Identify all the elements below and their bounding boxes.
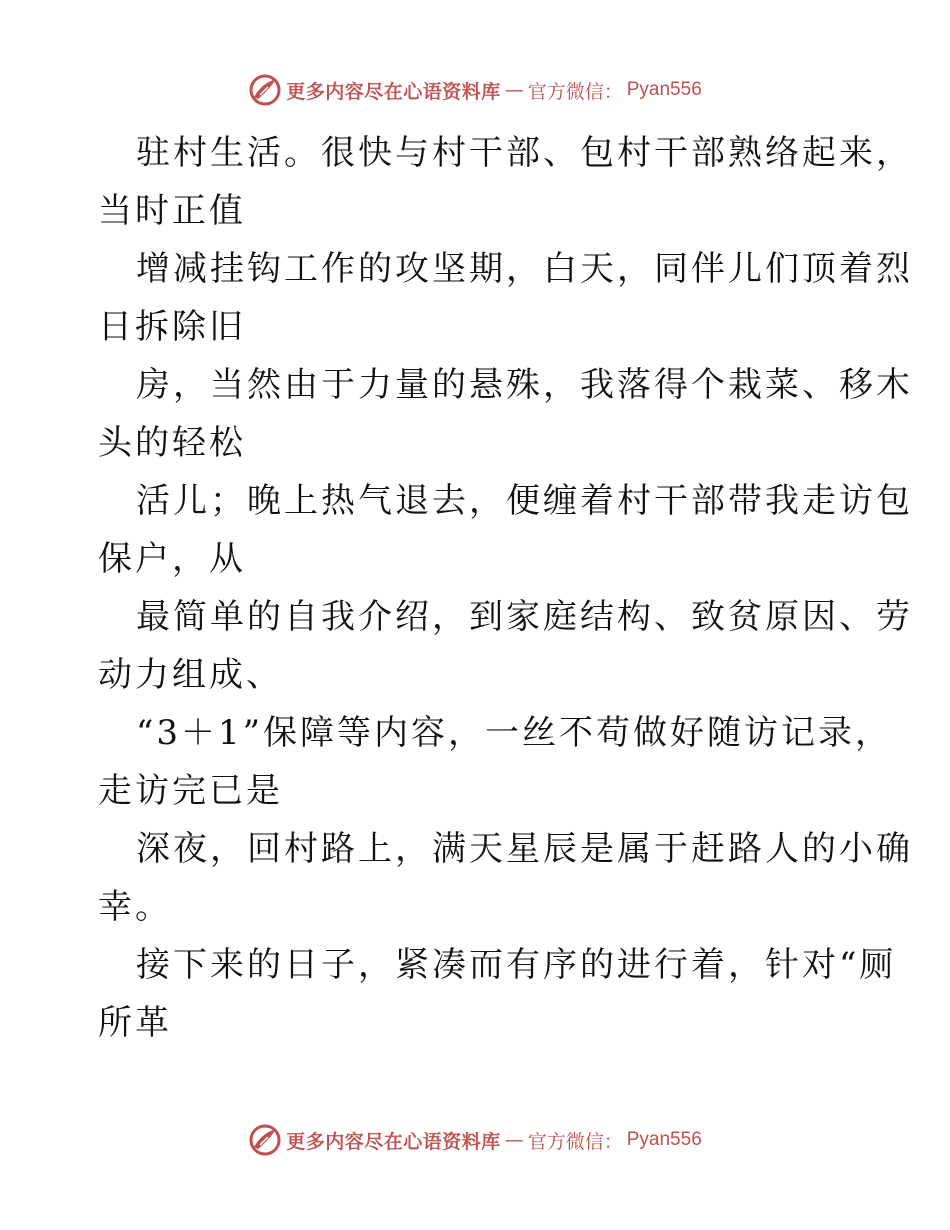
footer-separator: — <box>504 1129 524 1151</box>
paragraph <box>98 472 913 588</box>
paragraph-continuation: 头的轻松 <box>98 423 246 463</box>
header-text: 更多内容尽在心语资料库 <box>286 80 501 103</box>
paragraph-continuation: 幸。 <box>98 887 172 927</box>
header-wechat-label: 官方微信： <box>527 80 623 103</box>
paragraph-first-line: “3＋1”保障等内容，一丝不苟做好随访记录， <box>136 713 893 753</box>
paragraph-continuation: 走访完已是 <box>98 771 283 811</box>
document-body <box>98 124 913 1052</box>
paragraph <box>98 936 897 1052</box>
paragraph <box>98 588 913 704</box>
paragraph-continuation: 动力组成、 <box>98 655 283 695</box>
footer-text: 更多内容尽在心语资料库 <box>286 1130 501 1153</box>
footer-banner <box>0 1120 950 1160</box>
paragraph <box>98 704 893 820</box>
paragraph-continuation: 当时正值 <box>98 191 246 231</box>
header-banner <box>0 70 950 110</box>
paragraph-first-line: 接下来的日子，紧凑而有序的进行着，针对“厕 <box>136 945 897 985</box>
paragraph-continuation: 所革 <box>98 1003 172 1043</box>
paragraph-first-line: 驻村生活。很快与村干部、包村干部熟络起来， <box>136 133 913 173</box>
quill-logo-icon <box>248 1123 282 1157</box>
paragraph <box>98 820 913 936</box>
paragraph-first-line: 活儿；晚上热气退去，便缠着村干部带我走访包 <box>136 481 913 521</box>
paragraph <box>98 240 913 356</box>
header-wechat-handle: Pyan556 <box>626 79 702 100</box>
footer-wechat-label: 官方微信： <box>527 1130 623 1153</box>
footer-wechat-handle: Pyan556 <box>626 1129 702 1150</box>
quill-logo-icon <box>248 73 282 107</box>
paragraph-first-line: 房，当然由于力量的悬殊，我落得个栽菜、移木 <box>136 365 913 405</box>
paragraph-continuation: 保户，从 <box>98 539 246 579</box>
paragraph <box>98 356 913 472</box>
paragraph <box>98 124 913 240</box>
paragraph-continuation: 日拆除旧 <box>98 307 246 347</box>
header-separator: — <box>504 79 524 101</box>
paragraph-first-line: 深夜，回村路上，满天星辰是属于赶路人的小确 <box>136 829 913 869</box>
paragraph-first-line: 最简单的自我介绍，到家庭结构、致贫原因、劳 <box>136 597 913 637</box>
paragraph-first-line: 增减挂钩工作的攻坚期，白天，同伴儿们顶着烈 <box>136 249 913 289</box>
